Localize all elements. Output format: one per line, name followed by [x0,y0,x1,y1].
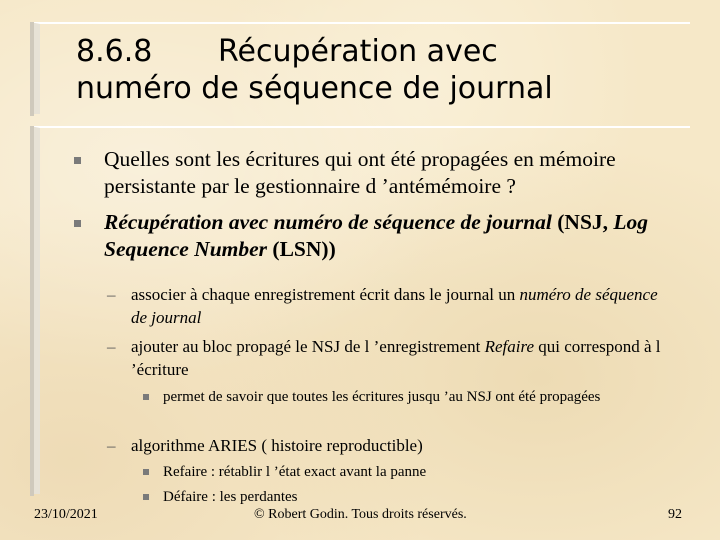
sub-bullet-italic: Refaire [484,337,534,356]
sub-bullet-item [107,283,671,329]
dash-marker: – [107,436,116,455]
sub-sub-bullet-text: permet de savoir que toutes les écritures jusqu ’au NSJ ont été propagées [163,389,601,405]
sub-bullet-text: algorithme ARIES ( histoire reproductible) [131,436,423,455]
bullet-bold-text-2: (LSN)) [267,237,336,261]
sub-bullet-text: associer à chaque enregistrement écrit dans le journal un [131,285,520,304]
sub-sub-bullet-item [163,462,663,482]
slide-title-line-2: numéro de séquence de journal [76,71,553,106]
bullet-bold-italic-text-2: Log Sequence Number [104,210,649,261]
footer-copyright: © Robert Godin. Tous droits réservés. [254,507,467,522]
square-bullet-icon [143,469,149,475]
sub-bullet-item [107,335,671,381]
sub-sub-bullet-item [163,487,663,507]
sub-sub-bullet-text: Refaire : rétablir l ’état exact avant la panne [163,464,427,480]
bullet-item [104,209,694,263]
sub-bullet-text-after: qui correspond à l ’écriture [131,337,661,379]
square-bullet-icon [143,394,149,400]
sub-bullet-text: ajouter au bloc propagé le NSJ de l ’enregistrement [131,337,485,356]
bullet-item [104,146,694,200]
page-number: 92 [668,507,682,522]
bullet-bold-text: (NSJ, [551,210,614,234]
slide-title-line-1 [76,34,498,70]
sub-bullet-item [107,434,671,457]
sub-sub-bullet-text: Défaire : les perdantes [163,489,298,505]
square-bullet-icon [143,494,149,500]
sub-sub-bullet-item [163,387,663,407]
bullet-text: Quelles sont les écritures qui ont été propagées en mémoire persistante par le gestionnaire d ’antémémoire ? [104,147,616,198]
bullet-bold-italic-text: Récupération avec numéro de séquence de journal [104,210,552,234]
footer-date: 23/10/2021 [34,507,98,522]
section-number: 8.6.8 [76,34,153,69]
dash-marker: – [107,337,116,356]
square-bullet-icon [74,220,81,227]
dash-marker: – [107,285,116,304]
square-bullet-icon [74,157,81,164]
slide-title-text: Récupération avec [218,34,498,69]
sub-bullet-italic: numéro de séquence de journal [131,285,658,327]
